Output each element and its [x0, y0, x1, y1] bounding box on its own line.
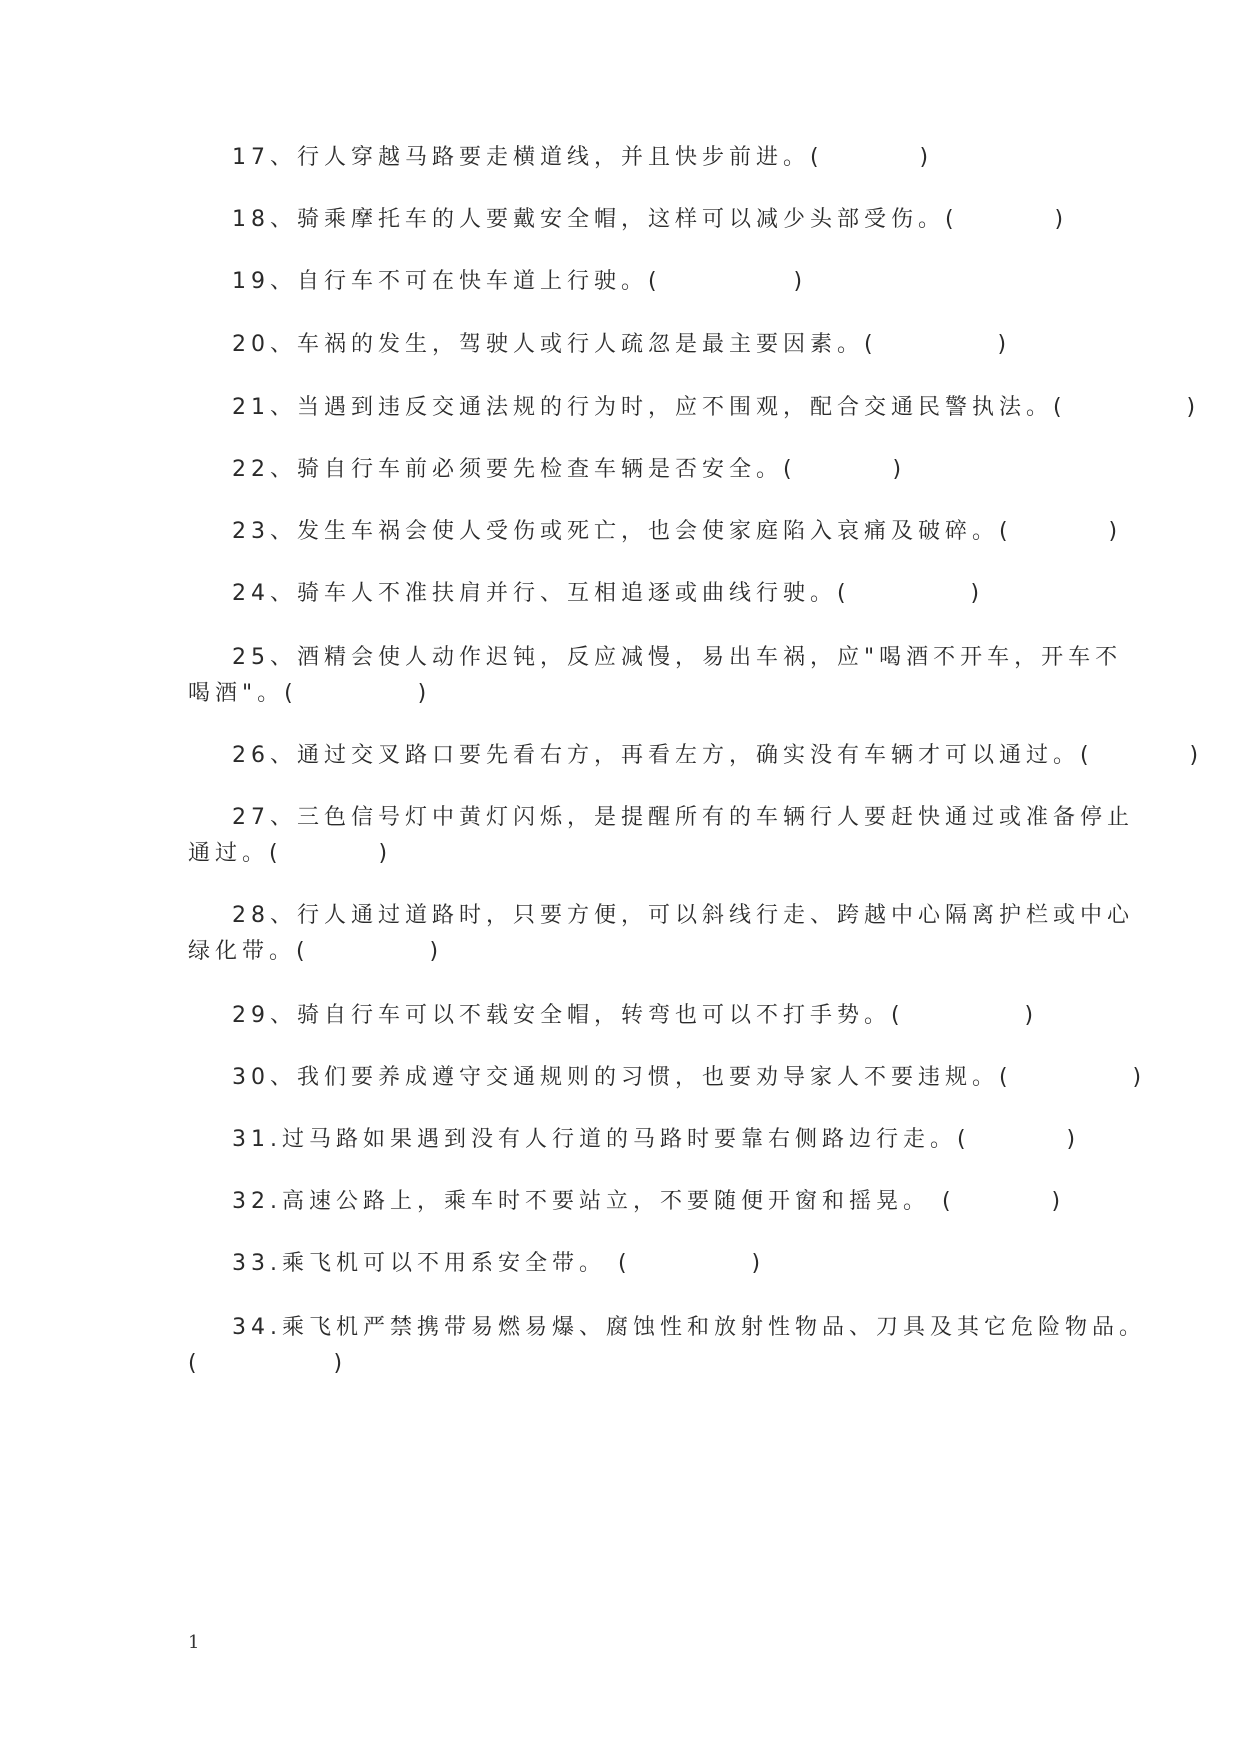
- question-text-line2: 喝酒"。( ): [188, 681, 432, 706]
- question-22: [188, 452, 1088, 488]
- question-text-line2: ( ): [188, 1351, 348, 1376]
- question-21: [188, 390, 1201, 426]
- question-text-line1: 28、行人通过道路时，只要方便，可以斜线行走、跨越中心隔离护栏或中心: [232, 903, 1134, 928]
- question-text: 33.乘飞机可以不用系安全带。 ( ): [232, 1251, 766, 1276]
- question-text: 19、自行车不可在快车道上行驶。( ): [232, 269, 808, 294]
- page-number: 1: [188, 1632, 200, 1653]
- question-27: [188, 800, 1134, 872]
- question-text-line2: 绿化带。( ): [188, 939, 444, 964]
- question-text: 24、骑车人不准扶肩并行、互相追逐或曲线行驶。( ): [232, 581, 985, 606]
- question-17: [188, 140, 1088, 176]
- question-28: [188, 898, 1134, 970]
- question-30: [188, 1060, 1147, 1096]
- question-33: [188, 1246, 1088, 1282]
- question-text: 18、骑乘摩托车的人要戴安全帽，这样可以减少头部受伤。( ): [232, 207, 1069, 232]
- question-25: [188, 640, 1123, 712]
- question-32: [188, 1184, 1088, 1220]
- question-26: [188, 738, 1204, 774]
- question-text: 23、发生车祸会使人受伤或死亡，也会使家庭陷入哀痛及破碎。( ): [232, 519, 1123, 544]
- question-text: 29、骑自行车可以不载安全帽，转弯也可以不打手势。( ): [232, 1003, 1039, 1028]
- question-18: [188, 202, 1088, 238]
- question-text: 21、当遇到违反交通法规的行为时，应不围观，配合交通民警执法。( ): [232, 395, 1201, 420]
- question-text: 30、我们要养成遵守交通规则的习惯，也要劝导家人不要违规。( ): [232, 1065, 1147, 1090]
- question-text-line2: 通过。( ): [188, 841, 393, 866]
- question-23: [188, 514, 1123, 550]
- question-text-line1: 25、酒精会使人动作迟钝，反应减慢，易出车祸，应"喝酒不开车，开车不: [232, 645, 1123, 670]
- question-text: 26、通过交叉路口要先看右方，再看左方，确实没有车辆才可以通过。( ): [232, 743, 1204, 768]
- question-text: 20、车祸的发生，驾驶人或行人疏忽是最主要因素。( ): [232, 332, 1012, 357]
- question-text: 31.过马路如果遇到没有人行道的马路时要靠右侧路边行走。( ): [232, 1127, 1081, 1152]
- question-19: [188, 264, 1088, 300]
- question-text: 17、行人穿越马路要走横道线，并且快步前进。( ): [232, 145, 934, 170]
- question-text: 22、骑自行车前必须要先检查车辆是否安全。( ): [232, 457, 907, 482]
- question-20: [188, 327, 1088, 363]
- question-24: [188, 576, 1088, 612]
- question-text-line1: 27、三色信号灯中黄灯闪烁，是提醒所有的车辆行人要赶快通过或准备停止: [232, 805, 1134, 830]
- question-31: [188, 1122, 1088, 1158]
- question-34: [188, 1310, 1146, 1382]
- question-text-line1: 34.乘飞机严禁携带易燃易爆、腐蚀性和放射性物品、刀具及其它危险物品。: [232, 1315, 1146, 1340]
- question-text: 32.高速公路上，乘车时不要站立，不要随便开窗和摇晃。 ( ): [232, 1189, 1066, 1214]
- question-29: [188, 998, 1088, 1034]
